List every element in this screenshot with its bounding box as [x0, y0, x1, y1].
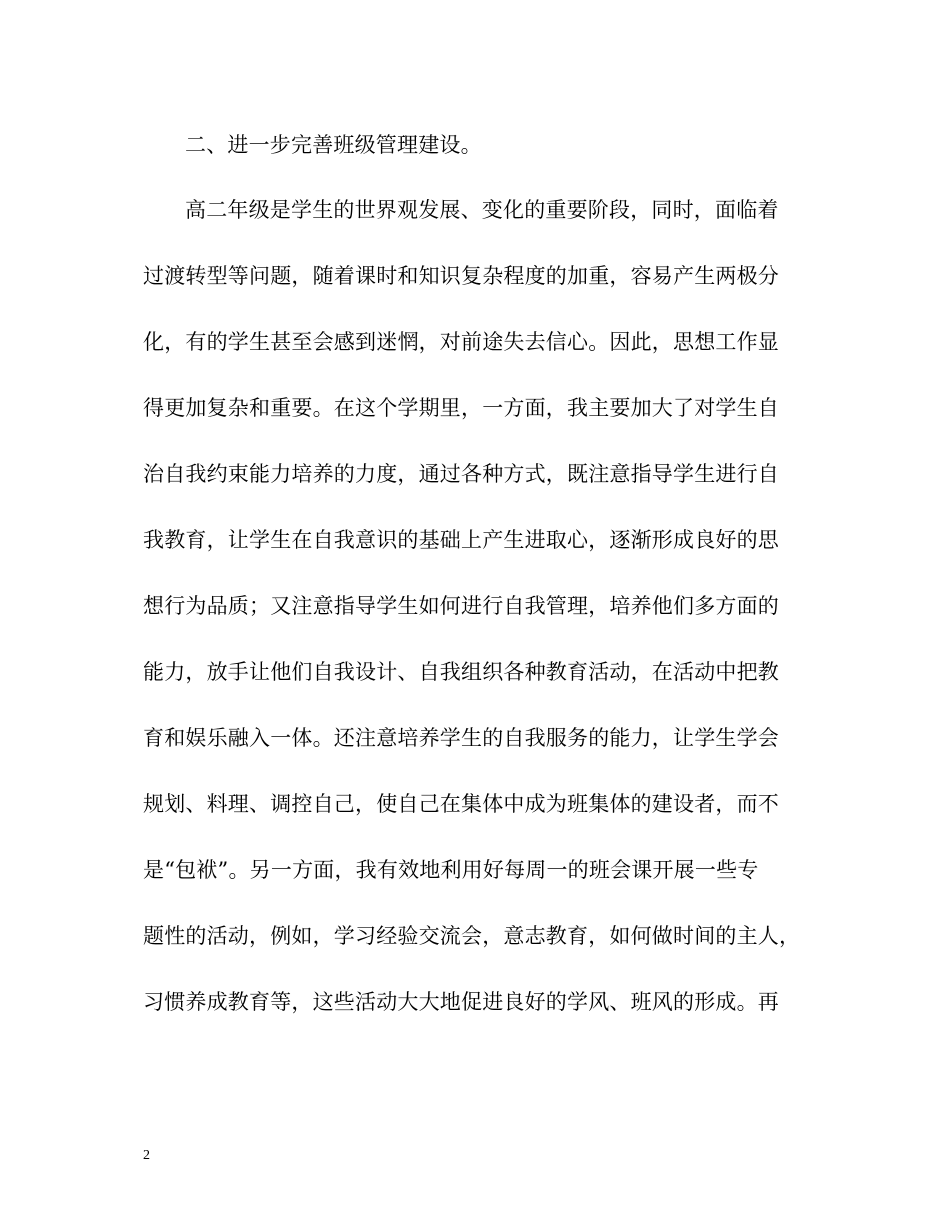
- paragraph-line: 得更加复杂和重要。在这个学期里，一方面，我主要加大了对学生自: [143, 396, 779, 420]
- paragraph-line: 高二年级是学生的世界观发展、变化的重要阶段，同时，面临着: [185, 198, 779, 222]
- section-heading: 二、进一步完善班级管理建设。: [185, 133, 482, 157]
- paragraph-line: 是“包袱”。另一方面，我有效地利用好每周一的班会课开展一些专: [143, 858, 759, 882]
- paragraph-line: 规划、料理、调控自己，使自己在集体中成为班集体的建设者，而不: [143, 792, 779, 816]
- page-number: 2: [143, 1148, 150, 1163]
- paragraph-line: 治自我约束能力培养的力度，通过各种方式，既注意指导学生进行自: [143, 462, 779, 486]
- paragraph-line: 化，有的学生甚至会感到迷惘，对前途失去信心。因此，思想工作显: [143, 330, 779, 354]
- paragraph-line: 过渡转型等问题，随着课时和知识复杂程度的加重，容易产生两极分: [143, 264, 779, 288]
- paragraph-line: 育和娱乐融入一体。还注意培养学生的自我服务的能力，让学生学会: [143, 726, 779, 750]
- paragraph-line: 习惯养成教育等，这些活动大大地促进良好的学风、班风的形成。再: [143, 990, 779, 1014]
- paragraph-line: 我教育，让学生在自我意识的基础上产生进取心，逐渐形成良好的思: [143, 528, 779, 552]
- paragraph-line: 能力，放手让他们自我设计、自我组织各种教育活动，在活动中把教: [143, 660, 779, 684]
- paragraph-line: 想行为品质；又注意指导学生如何进行自我管理，培养他们多方面的: [143, 594, 779, 618]
- paragraph-line: 题性的活动，例如，学习经验交流会，意志教育，如何做时间的主人，: [143, 924, 801, 948]
